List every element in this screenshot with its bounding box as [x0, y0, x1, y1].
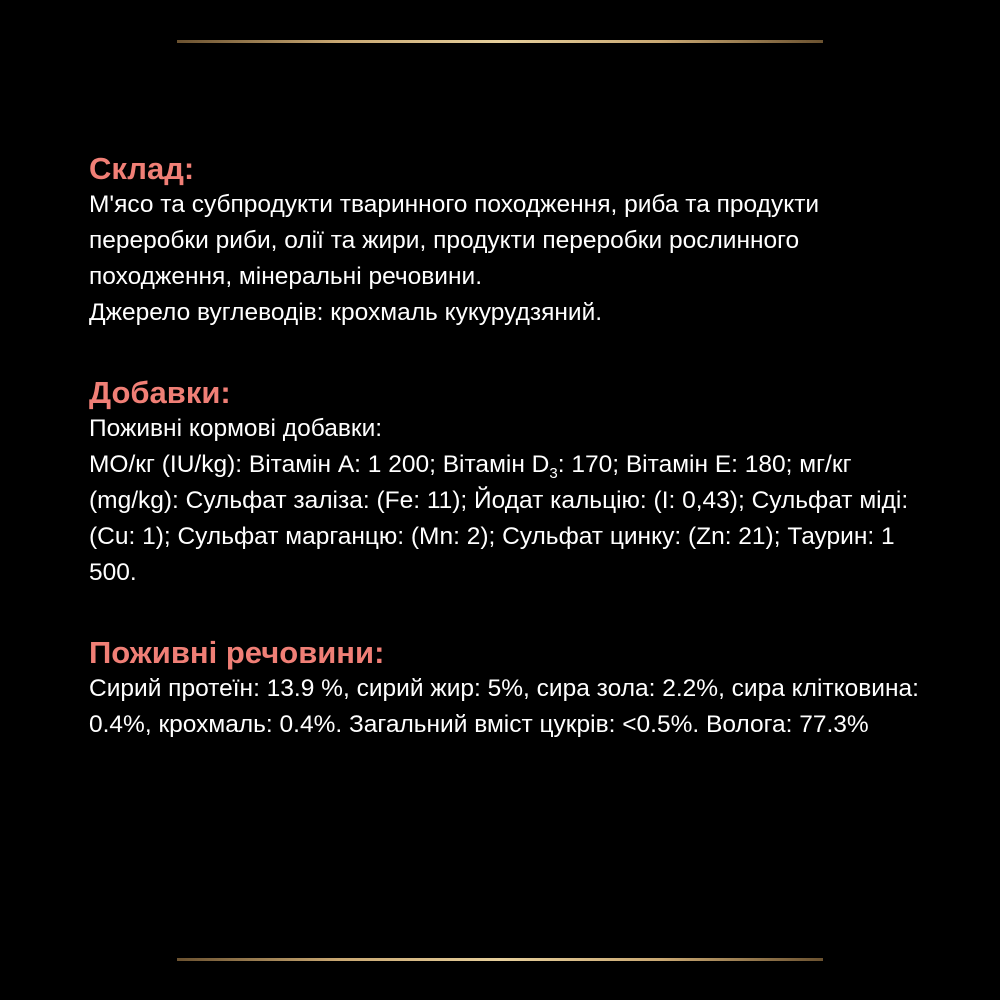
- composition-ingredients: М'ясо та субпродукти тваринного походження, риба та продукти переробки риби, олії та жири, продукти переробки рослинного походження, мінеральні речовини.: [89, 191, 820, 290]
- vitamin-d-subscript: 3: [549, 465, 558, 482]
- composition-section: [89, 150, 929, 331]
- composition-heading: Склад:: [89, 151, 195, 186]
- additives-intro: Поживні кормові добавки:: [89, 415, 383, 442]
- bottom-divider: [177, 958, 823, 961]
- top-divider: [177, 40, 823, 43]
- additives-text-start: МО/кг (IU/kg): Вітамін А: 1 200; Вітамін D: [89, 451, 550, 478]
- composition-carbohydrate-source: Джерело вуглеводів: крохмаль кукурудзяний.: [89, 299, 603, 326]
- additives-heading: Добавки:: [89, 375, 231, 410]
- nutrients-text: Сирий протеїн: 13.9 %, сирий жир: 5%, сира зола: 2.2%, сира клітковина: 0.4%, крохмаль: 0.4%. Загальний вміст цукрів: <0.5%. Волога: 77.3%: [89, 675, 919, 738]
- additives-text-end: : 170; Вітамін Е: 180; мг/кг (mg/kg): Сульфат заліза: (Fe: 11); Йодат кальцію: (I: 0,43); Сульфат міді: (Cu: 1); Сульфат марганцю: (Mn: 2); Сульфат цинку: (Zn: 21); Таурин: 1 500.: [89, 451, 909, 586]
- label-content: [89, 150, 929, 743]
- additives-list: [89, 447, 929, 591]
- nutrients-section: [89, 634, 929, 743]
- additives-section: [89, 374, 929, 591]
- nutrients-heading: Поживні речовини:: [89, 635, 385, 670]
